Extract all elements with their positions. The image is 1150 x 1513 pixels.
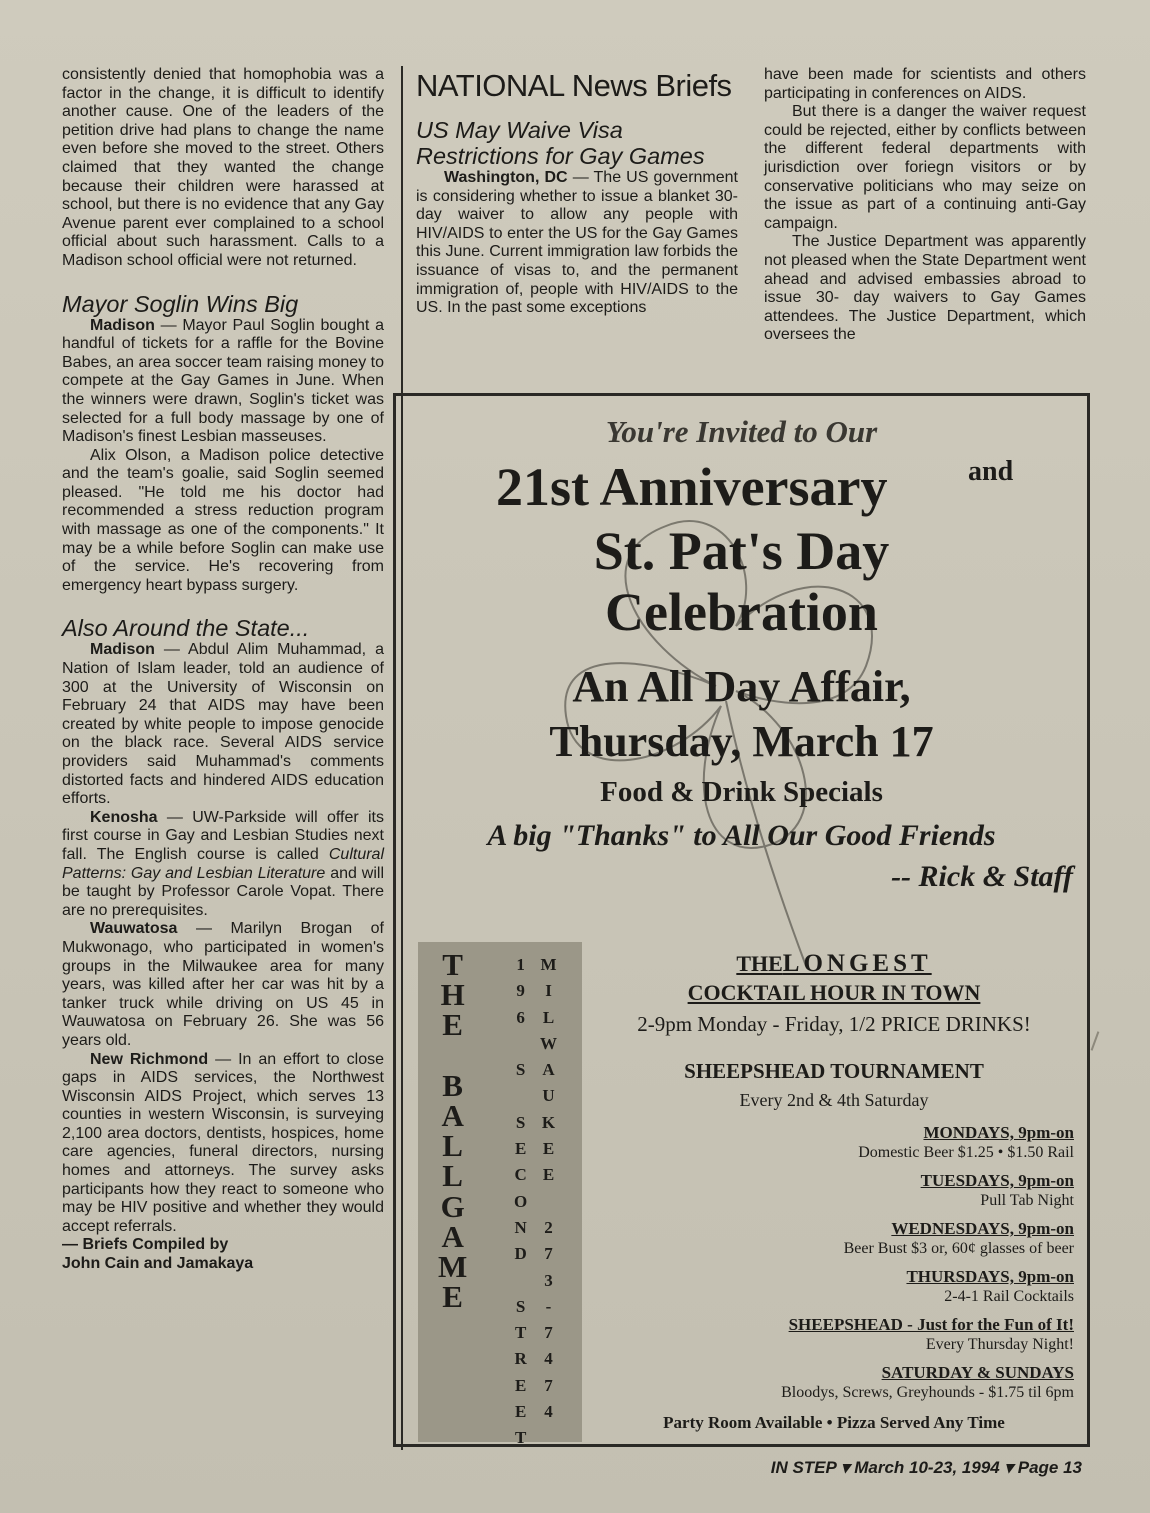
sidebar-letter: E — [514, 1375, 527, 1395]
sidebar-letter: 2 — [544, 1217, 553, 1237]
sidebar-letter: T — [514, 1323, 527, 1343]
sidebar-name-letters — [438, 947, 468, 1315]
tournament-schedule: Every 2nd & 4th Saturday — [739, 1090, 929, 1110]
sidebar-letter: M — [540, 955, 557, 974]
sidebar-letter: L — [442, 1158, 463, 1194]
intro-paragraph: consistently denied that homophobia was a factor in the change, it is difficult to identify another cause. One of the leaders of the petition drive had plans to change the name even before she moved to the street. Others claimed that they wanted the change because their children were harassed at school, but there is no evidence that any Gay Avenue parent ever complained to a school official about such harassment. Calls to a Madison school official were not returned. — [62, 66, 384, 269]
thanks-line: A big "Thanks" to All Our Good Friends — [487, 819, 996, 852]
schedule-item: SATURDAY & SUNDAYS Bloodys, Screws, Greyhounds - $1.75 til 6pm — [781, 1363, 1074, 1401]
sidebar-letter: 9 — [516, 981, 525, 1001]
sidebar-letter — [518, 1083, 522, 1109]
happy-hours: 2-9pm Monday - Friday, 1/2 PRICE DRINKS! — [637, 1012, 1031, 1036]
sidebar-letter: I — [545, 981, 552, 1001]
sidebar-letter: 6 — [516, 1007, 525, 1027]
ballgame-advertisement — [393, 393, 1090, 1447]
sidebar-letter: - — [545, 1296, 552, 1316]
sidebar-letter: G — [440, 1188, 465, 1224]
ad-details — [586, 942, 1082, 1433]
visa-paragraph-1: Washington, DC — The US government is considering whether to issue a blanket 30-day waiver to allow any people with HIV/AIDS to enter the US for the Gay Games this June. Current immigration law forbids the issuance of visas to, and the permanent immigration of, people with HIV/AIDS to the US. In the past some exceptions — [416, 169, 739, 317]
sidebar-letter: 7 — [544, 1323, 553, 1343]
sidebar-address-letters — [514, 952, 527, 1447]
wauwatosa-brief: Wauwatosa — Marilyn Brogan of Mukwonago, who participated in women's groups in the Milwaukee area for many years, was killed after her car was hit by a tanker truck while driving on US 45 in Wauwatosa on February 26. She was 56 years old. — [62, 920, 384, 1049]
schedule-item: SHEEPSHEAD - Just for the Fun of It! Every Thursday Night! — [788, 1315, 1074, 1353]
byline-line-1: — Briefs Compiled by — [62, 1236, 229, 1254]
date-line: Thursday, March 17 — [549, 717, 934, 766]
sidebar-letter: E — [514, 1139, 527, 1159]
sidebar-letter: 3 — [544, 1270, 553, 1290]
sidebar-letter: W — [540, 1033, 557, 1053]
visa-paragraph-2: But there is a danger the waiver request could be rejected, either by conflicts between the different federal departments with jurisdiction over foriegn visitors or by conservative politicians who may seize on the issue as part of a continuing anti-Gay campaign. — [764, 103, 1086, 232]
schedule-item: THURSDAYS, 9pm-on 2-4-1 Rail Cocktails — [906, 1267, 1074, 1305]
madison-brief: Madison — Abdul Alim Muhammad, a Nation of Islam leader, told an audience of 300 at the University of Wisconsin on February 24 that AIDS may have been created by white people to impose genocide on the black race. Several AIDS service providers said Muhammad's comments distorted facts and hindered AIDS education efforts. — [62, 641, 384, 808]
sidebar-letter — [518, 1268, 522, 1294]
sidebar-letter — [546, 1189, 550, 1215]
sidebar-letter: E — [542, 1139, 555, 1159]
sidebar-letter: L — [442, 1128, 463, 1164]
celebration-line: Celebration — [605, 582, 878, 642]
sidebar-letter: S — [515, 1296, 526, 1316]
sidebar-letter: 4 — [544, 1349, 553, 1369]
ballgame-sidebar — [418, 942, 582, 1447]
sidebar-letter — [449, 1041, 457, 1071]
sidebar-letter: E — [514, 1402, 527, 1422]
left-column — [62, 66, 384, 1274]
soglin-dateline: Madison — [90, 316, 155, 334]
sidebar-letter: A — [441, 1098, 464, 1134]
st-pats-line: St. Pat's Day — [593, 521, 890, 581]
national-news-title: NATIONAL News Briefs — [416, 68, 732, 103]
sidebar-letter: S — [515, 1060, 526, 1080]
sidebar-letter: T — [514, 1428, 527, 1447]
byline-line-2: John Cain and Jamakaya — [62, 1255, 254, 1273]
sidebar-letter: O — [514, 1191, 528, 1211]
sidebar-letter: K — [541, 1112, 556, 1132]
longest-title: LONGEST — [782, 950, 932, 977]
visa-heading: US May Waive Visa Restrictions for Gay Games — [416, 117, 705, 169]
visa-paragraph-3: The Justice Department was apparently not pleased when the State Department went ahead and advised embassies abroad to issue 30- day waivers to Gay Games attendees. The Justice Department, which oversees the — [764, 233, 1086, 344]
sidebar-letter: D — [514, 1244, 527, 1264]
sidebar-letter: A — [441, 1218, 464, 1254]
sidebar-letter: E — [442, 1279, 463, 1315]
and-line: and — [968, 456, 1014, 487]
sidebar-letter: H — [440, 977, 465, 1013]
national-column — [416, 66, 738, 318]
national-continued-column — [764, 66, 1086, 345]
schedule-item: WEDNESDAYS, 9pm-on Beer Bust $3 or, 60¢ glasses of beer — [843, 1219, 1074, 1257]
soglin-paragraph-2: Alix Olson, a Madison police detective and the team's goalie, said Soglin seemed pleased. "He told me his doctor had recommended a stress reduction program with massage as one of the components." It may be a while before Soglin can make use of the service. He's recovering from emergency heart bypass surgery. — [62, 446, 384, 594]
page-footer: IN STEP ▾ March 10-23, 1994 ▾ Page 13 — [770, 1458, 1082, 1477]
schedule-item: TUESDAYS, 9pm-on Pull Tab Night — [920, 1171, 1074, 1209]
specials-line: Food & Drink Specials — [600, 776, 883, 808]
schedule-item: MONDAYS, 9pm-on Domestic Beer $1.25 • $1.50 Rail — [858, 1123, 1074, 1161]
signature-line: -- Rick & Staff — [891, 860, 1073, 893]
state-heading: Also Around the State... — [62, 615, 310, 642]
sidebar-letter: A — [542, 1060, 555, 1080]
sidebar-letter: C — [514, 1165, 527, 1185]
new-richmond-brief: New Richmond — In an effort to close gaps in AIDS services, the Northwest Wisconsin AIDS Project, which serves 13 counties in western Wisconsin, is surveying 2,100 area doctors, dentists, hospices, home care agencies, funeral directors, nursing homes and attorneys. The survey asks participants how they react to someone who may be HIV positive and whether they would accept referrals. — [62, 1050, 385, 1235]
sidebar-letter: M — [438, 1249, 468, 1285]
sidebar-letter: S — [515, 1112, 526, 1132]
sidebar-letter: E — [542, 1165, 555, 1185]
sidebar-letter: L — [542, 1007, 555, 1027]
invite-line: You're Invited to Our — [605, 414, 878, 449]
sidebar-letter: N — [514, 1217, 527, 1237]
tournament-title: SHEEPSHEAD TOURNAMENT — [684, 1059, 984, 1083]
sidebar-letter: R — [514, 1349, 527, 1369]
kenosha-brief: Kenosha — UW-Parkside will offer its first course in Gay and Lesbian Studies next fall. The English course is called Cultural Patterns: Gay and Lesbian Literature and will be taught by Professor Carole Vopat. There are no prerequisites. — [62, 808, 384, 919]
sidebar-letter: 1 — [516, 955, 525, 974]
soglin-paragraph-1: Madison — Mayor Paul Soglin bought a handful of tickets for a raffle for the Bovine Babes, an area soccer team raising money to compete at the Gay Games in June. When the winners were drawn, Soglin's ticket was selected for a full body massage by one of Madison's finest Lesbian masseuses. — [62, 316, 384, 446]
visa-paragraph-1-cont: have been made for scientists and others participating in conferences on AIDS. — [764, 66, 1086, 102]
anniversary-line: 21st Anniversary — [496, 457, 888, 517]
washington-dateline: Washington, DC — [444, 169, 568, 186]
cocktail-hour: COCKTAIL HOUR IN TOWN — [687, 980, 981, 1005]
sidebar-letter: 7 — [544, 1375, 553, 1395]
sidebar-letter: 4 — [544, 1402, 553, 1422]
weekly-specials-list — [586, 1123, 1082, 1403]
party-room: Party Room Available • Pizza Served Any Time — [663, 1413, 1005, 1432]
sidebar-letter: T — [442, 947, 463, 982]
sidebar-letter — [518, 1031, 522, 1057]
sidebar-letter: U — [542, 1086, 555, 1106]
sidebar-letter: B — [442, 1067, 463, 1103]
soglin-heading: Mayor Soglin Wins Big — [62, 290, 299, 317]
sidebar-letter: 7 — [544, 1244, 553, 1264]
sidebar-letter: E — [442, 1007, 463, 1043]
all-day-line: An All Day Affair, — [572, 662, 911, 711]
longest-the: THE — [736, 951, 783, 976]
sidebar-city-letters — [540, 952, 557, 1425]
